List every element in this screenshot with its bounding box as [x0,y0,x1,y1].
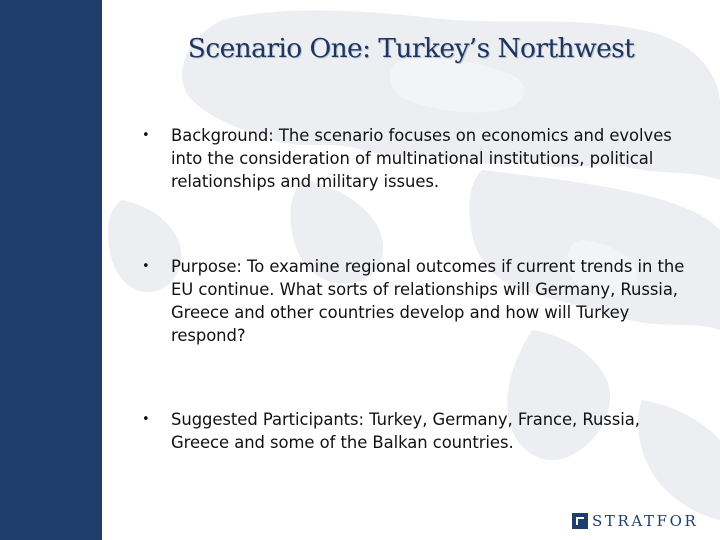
left-sidebar-band [0,0,102,540]
bullet-marker: • [142,259,150,274]
bullet-item-background [142,124,702,193]
stratfor-logo [572,510,698,532]
bullet-text: Background: The scenario focuses on economics and evolves into the consideration of multinational institutions, political relationships and military issues. [171,126,672,191]
slide-content [102,0,720,540]
bullet-item-participants [142,408,702,454]
bullet-marker: • [142,128,150,143]
bullet-marker: • [142,412,150,427]
bullet-item-purpose [142,255,702,347]
stratfor-logo-text: STRATFOR [592,512,699,530]
bullet-text: Purpose: To examine regional outcomes if current trends in the EU continue. What sorts of relationships will Germany, Russia, Greece and other countries develop and how will Turkey respond? [171,257,685,345]
stratfor-logo-icon [572,513,588,529]
slide-title: Scenario One: Turkey’s Northwest [187,33,635,64]
bullet-text: Suggested Participants: Turkey, Germany, France, Russia, Greece and some of the Balkan countries. [171,410,640,452]
